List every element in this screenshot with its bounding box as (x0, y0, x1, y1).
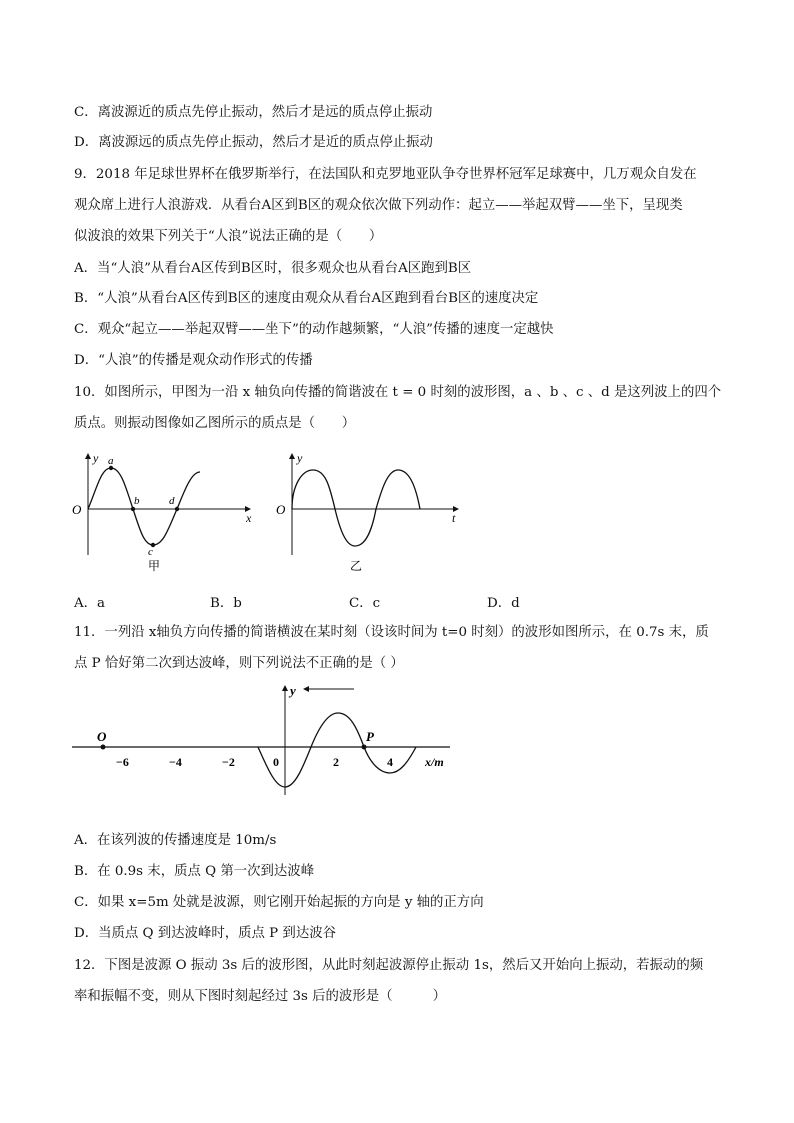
jia-x-label: x (246, 511, 252, 525)
fig11-point-p-label: P (366, 729, 374, 744)
q11-stem-line2: 点 P 恰好第二次到达波峰，则下列说法不正确的是（ ） (74, 656, 404, 671)
jia-caption: 甲 (148, 559, 161, 573)
q10-option-d: D．d (487, 596, 520, 611)
fig11-tick-minus4: −4 (169, 755, 182, 769)
q11-option-b: B．在 0.9s 末，质点 Q 第一次到达波峰 (74, 864, 315, 879)
point-b-label: b (134, 495, 140, 507)
fig11-tick-4: 4 (387, 755, 393, 769)
q9-option-c: C．观众“起立——举起双臂——坐下”的动作越频繁，“人浪”传播的速度一定越快 (74, 322, 554, 337)
q10-option-b: B．b (210, 596, 242, 611)
q9-option-d: D．“人浪”的传播是观众动作形式的传播 (74, 353, 313, 368)
fig11-x-label: x/m (425, 755, 444, 769)
jia-wave-curve (88, 468, 200, 545)
q11-option-c: C．如果 x=5m 处就是波源，则它刚开始起振的方向是 y 轴的正方向 (74, 895, 484, 910)
q8-option-d: D．离波源远的质点先停止振动，然后才是近的质点停止振动 (74, 135, 433, 150)
point-d-dot (175, 507, 179, 511)
q11-option-d: D．当质点 Q 到达波峰时，质点 P 到达波谷 (74, 926, 336, 941)
q10-option-c: C．c (349, 596, 381, 611)
yi-y-label: y (297, 451, 303, 465)
fig11-wave-curve (258, 713, 416, 787)
yi-origin-label: O (276, 502, 286, 517)
jia-y-label: y (93, 451, 99, 465)
q10-option-a: A．a (74, 596, 106, 611)
q12-stem-line1: 12．下图是波源 O 振动 3s 后的波形图，从此时刻起波源停止振动 1s，然后又开始向上振动，若振动的频 (74, 958, 704, 973)
q12-stem-line2: 率和振幅不变，则从下图时刻起经过 3s 后的波形是（ ） (74, 989, 447, 1004)
yi-t-label: t (452, 511, 456, 525)
q11-option-a: A．在该列波的传播速度是 10m/s (74, 833, 277, 848)
yi-caption: 乙 (350, 559, 363, 573)
q9-option-a: A．当“人浪”从看台A区传到B区时，很多观众也从看台A区跑到B区 (74, 261, 472, 276)
q9-option-b: B．“人浪”从看台A区传到B区的速度由观众从看台A区跑到看台B区的速度决定 (74, 291, 539, 306)
figure-jia-wave-graph (68, 450, 268, 575)
yi-curve (292, 470, 420, 546)
q11-stem-line1: 11．一列沿 x轴负方向传播的简谐横波在某时刻（设该时间为 t=0 时刻）的波形如图所示，在 0.7s 末，质 (74, 625, 709, 640)
origin-o-dot (101, 745, 106, 750)
fig11-y-label: y (290, 683, 296, 698)
fig11-zero-label: 0 (273, 755, 279, 769)
figure-11-wave-graph (70, 680, 470, 805)
fig11-tick-2: 2 (333, 755, 339, 769)
point-d-label: d (169, 495, 175, 507)
point-b-dot (131, 507, 135, 511)
jia-origin-label: O (72, 502, 82, 517)
q8-option-c: C．离波源近的质点先停止振动，然后才是远的质点停止振动 (74, 105, 433, 120)
q10-stem-line2: 质点。则振动图像如乙图所示的质点是（ ） (74, 416, 356, 431)
fig11-tick-minus6: −6 (116, 755, 129, 769)
fig11-origin-label: O (97, 729, 107, 744)
point-a-label: a (108, 455, 114, 467)
q10-stem-line1: 10．如图所示，甲图为一沿 x 轴负向传播的简谐波在 t = 0 时刻的波形图，a 、b 、c 、d 是这列波上的四个 (74, 385, 722, 400)
q9-stem-line1: 9．2018 年足球世界杯在俄罗斯举行，在法国队和克罗地亚队争夺世界杯冠军足球赛中，几万观众自发在 (74, 167, 697, 182)
point-c-label: c (148, 546, 153, 558)
point-p-dot (362, 745, 367, 750)
figure-yi-vibration-graph (272, 450, 472, 575)
fig11-tick-minus2: −2 (222, 755, 235, 769)
q9-stem-line2: 观众席上进行人浪游戏．从看台A区到B区的观众依次做下列动作：起立——举起双臂——坐下，呈现类 (74, 198, 683, 213)
q9-stem-line3: 似波浪的效果下列关于“人浪”说法正确的是（ ） (74, 229, 383, 244)
